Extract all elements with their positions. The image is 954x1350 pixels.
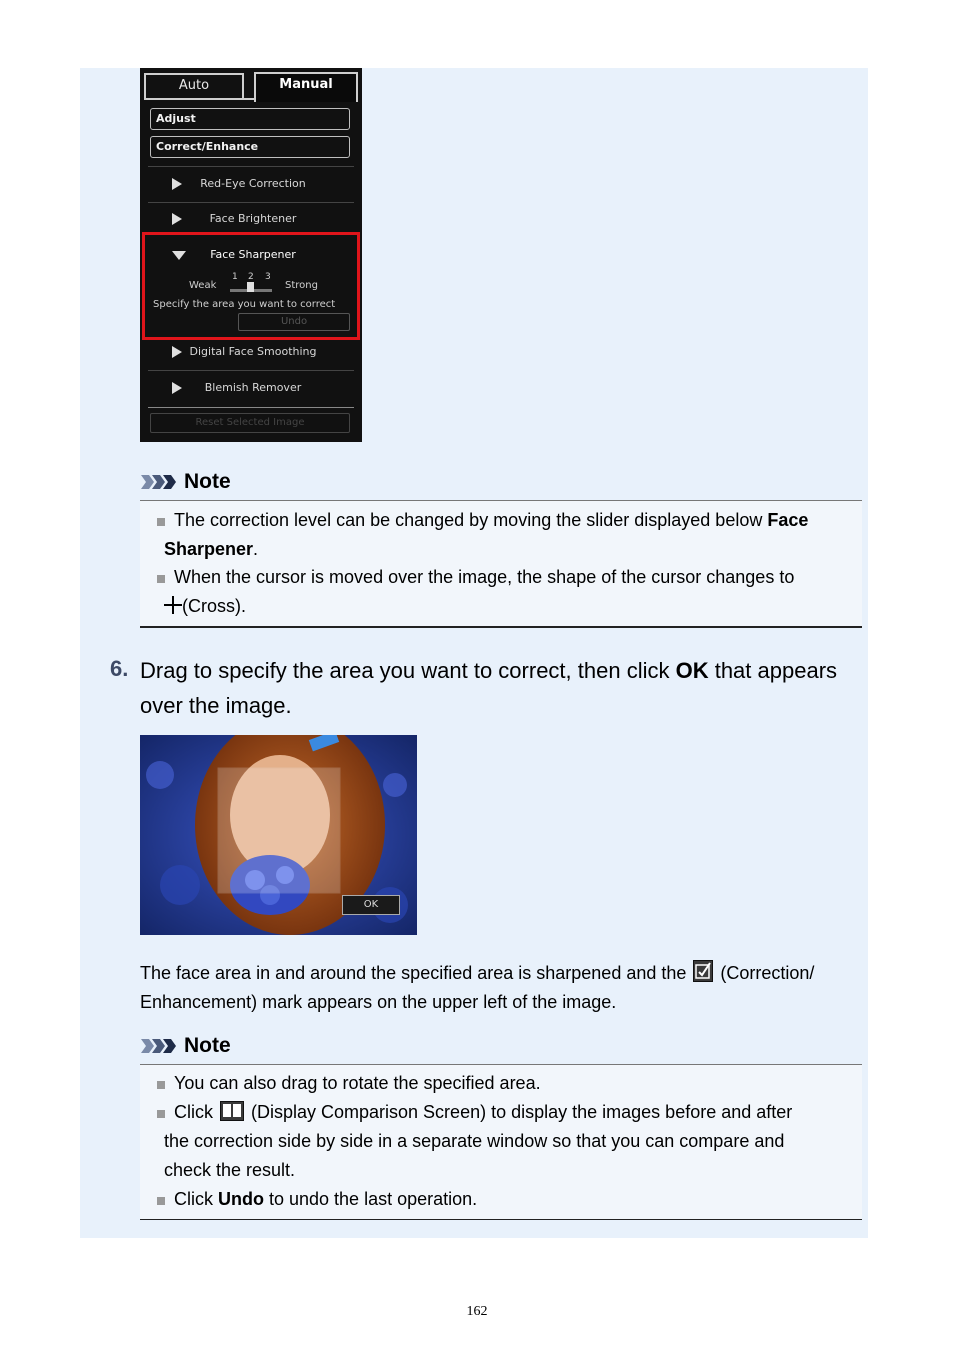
step-text-part: that appears: [708, 658, 838, 683]
note-heading: [140, 1031, 231, 1061]
manual-correction-panel: [140, 68, 362, 442]
red-eye-label: Red-Eye Correction: [200, 177, 306, 190]
note-title: Note: [184, 470, 231, 493]
note-box: [140, 1064, 862, 1220]
note-bold-text: Sharpener: [164, 539, 254, 559]
bullet-icon: [157, 1081, 165, 1089]
bullet-icon: [157, 1197, 165, 1205]
divider: [148, 407, 354, 408]
note-chevrons-icon: [140, 1036, 180, 1056]
note-item: [157, 1069, 541, 1098]
divider: [148, 166, 354, 167]
page-number: 162: [466, 1304, 488, 1319]
slider-strong-label: Strong: [285, 280, 318, 291]
note-text: .: [253, 539, 259, 559]
result-text: The face area in and around the specified area is sharpened and the: [140, 963, 692, 983]
slider-tick-3: 3: [265, 272, 271, 282]
tab-auto[interactable]: Auto: [144, 73, 244, 98]
undo-button[interactable]: Undo: [238, 313, 350, 331]
cross-cursor-icon: [164, 596, 182, 614]
divider: [148, 202, 354, 203]
note-text: Click: [174, 1189, 218, 1209]
face-brightener-label: Face Brightener: [209, 212, 297, 225]
result-paragraph-line2: Enhancement) mark appears on the upper left of the image.: [140, 992, 617, 1012]
note-text: Click: [174, 1102, 218, 1122]
result-text: (Correction/: [715, 963, 815, 983]
step-text-part: Drag to specify the area you want to correct, then click: [140, 658, 676, 683]
bullet-icon: [157, 1110, 165, 1118]
slider-tick-1: 1: [232, 272, 238, 282]
digital-face-smoothing-label: Digital Face Smoothing: [189, 345, 317, 358]
note-item-continued: check the result.: [164, 1160, 296, 1180]
face-brightener-row[interactable]: [148, 211, 354, 233]
sharpness-slider-thumb[interactable]: [247, 282, 254, 292]
face-sharpener-row[interactable]: [148, 248, 354, 270]
blemish-remover-row[interactable]: [148, 380, 354, 402]
note-box: [140, 500, 862, 628]
note-item-continued: [164, 592, 246, 621]
note-text: The correction level can be changed by moving the slider displayed below: [174, 510, 768, 530]
step-bold-text: OK: [675, 658, 709, 683]
correction-enhancement-mark-icon: [693, 960, 713, 982]
step-number: 6.: [110, 656, 129, 681]
note-chevrons-icon: [140, 472, 180, 492]
digital-face-smoothing-row[interactable]: [148, 344, 354, 366]
note-item: [157, 506, 808, 535]
note-item: [157, 1098, 792, 1127]
note-bold-text: Face: [767, 510, 809, 530]
slider-tick-2: 2: [248, 272, 254, 282]
blemish-remover-label: Blemish Remover: [204, 381, 302, 394]
note-text: You can also drag to rotate the specified area.: [174, 1073, 541, 1093]
note-item: [157, 1185, 477, 1214]
step-text-line2: over the image.: [140, 693, 292, 718]
specify-area-text: Specify the area you want to correct: [153, 299, 336, 310]
note-title: Note: [184, 1034, 231, 1057]
face-sharpener-label: Face Sharpener: [210, 248, 296, 261]
note-text: (Display Comparison Screen) to display the images before and after: [246, 1102, 793, 1122]
step-text: [140, 653, 837, 688]
bullet-icon: [157, 518, 165, 526]
red-eye-correction-row[interactable]: [148, 176, 354, 198]
adjust-button[interactable]: Adjust: [150, 108, 350, 130]
note-text: to undo the last operation.: [263, 1189, 478, 1209]
correct-enhance-button[interactable]: Correct/Enhance: [150, 136, 350, 158]
reset-selected-image-button[interactable]: Reset Selected Image: [150, 413, 350, 433]
slider-weak-label: Weak: [189, 280, 217, 291]
note-bold-text: Undo: [218, 1189, 264, 1209]
display-comparison-screen-icon: [220, 1101, 244, 1121]
result-paragraph: [140, 959, 814, 988]
tab-manual[interactable]: Manual: [254, 72, 358, 102]
bullet-icon: [157, 575, 165, 583]
divider: [148, 370, 354, 371]
note-item-continued: the correction side by side in a separate window so that you can compare and: [164, 1131, 785, 1151]
note-text: When the cursor is moved over the image, the shape of the cursor changes to: [174, 567, 795, 587]
note-item-continued: [164, 535, 258, 564]
ok-button[interactable]: OK: [342, 895, 400, 915]
note-text: (Cross).: [182, 596, 246, 616]
face-photo[interactable]: [140, 735, 417, 935]
note-item: [157, 563, 794, 592]
note-heading: [140, 467, 231, 497]
